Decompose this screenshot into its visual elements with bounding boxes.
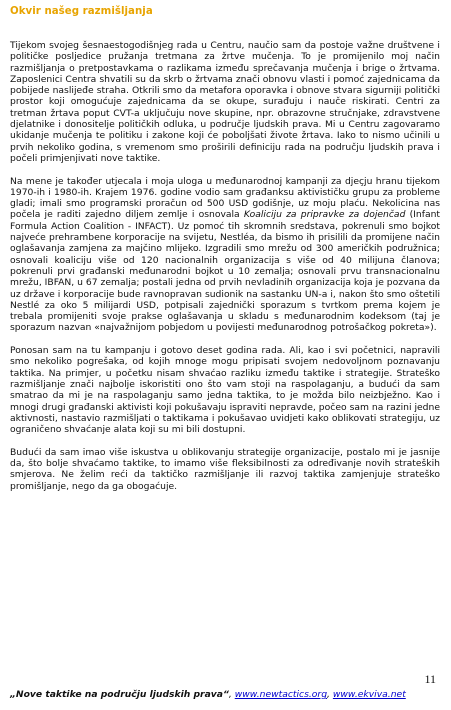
footer-title: „Nove taktike na području ljudskih prava“	[10, 689, 229, 700]
paragraph-2-italic-name: Koaliciju za pripravke za dojenčad	[243, 209, 406, 221]
footer-separator: ,	[327, 689, 333, 700]
page-number: 11	[424, 672, 436, 686]
body-text	[10, 40, 440, 503]
section-heading: Okvir našeg razmišljanja	[10, 6, 153, 17]
paragraph-1-text: Tijekom svojeg šesnaestogodišnjeg rada u Centru, naučio sam da postoje važne društvene i političke posljedice pružanja tretmana za žrtve mučenja. To je promijenilo moj način razmišljanja o pretpostavkama o razlikama između sprečavanja mučenja i brige o žrtvama. Zaposlenici Centra shvatili su da skrb o žrtvama znači obnovu vlasti i pomoć zajednicama da pobijede naslijeđe straha. Otkrili smo da metafora oporavka i obnove stvara sigurniji politički prostor koji omogućuje zajednicama da se okupe, surađuju i nauče riskirati. Centri za tretman žrtava poput CVT-a uključuju nove skupine, npr. obrazovne stručnjake, zdravstvene djelatnike i donositelje političkih odluka, u područje ljudskih prava. Mi u Centru zagovaramo ukidanje mučenja te politiku i zakone koji će poboljšati živote žrtava. Iako to nismo učinili u prvih nekoliko godina, s vremenom smo proširili definiciju rada na području ljudskih prava i počeli primjenjivati nove taktike.	[10, 40, 440, 164]
paragraph-2-text-start: Na mene je također utjecala i moja uloga u međunarodnoj kampanji za djeçju hranu tijekom 1970-ih i 1980-ih. Krajem 1976. godine vodio sam građanksu aktivističku grupu za probleme gladi; imali smo programski proračun od 500 USD godišnje, uz moju plaću. Nekolicina nas počela je raditi zajedno diljem zemlje i osnovala	[10, 175, 440, 221]
footer	[10, 689, 442, 700]
footer-link-ekviva[interactable]: www.ekviva.net	[332, 689, 406, 700]
paragraph-4-text: Budući da sam imao više iskustva u oblikovanju strategije organizacije, postalo mi je jasnije da, što bolje shvaćamo taktike, to imamo više fleksibilnosti za određivanje novih strateških smjerova. Ne želim reći da taktičko razmišljanje ili razvoj taktika zamjenjuje strateško promišljanje, nego da ga obogaćuje.	[10, 446, 440, 492]
paragraph-2	[10, 176, 440, 334]
footer-link-newtactics[interactable]: www.newtactics.org	[234, 689, 328, 700]
footer-separator: ,	[228, 689, 235, 700]
paragraph-1	[10, 40, 440, 164]
paragraph-2-text-end: (Infant Formula Action Coalition - INFACT). Uz pomoć tih skromnih sredstava, pokrenuli smo bojkot najveće prehrambene korporacije na svijetu, Nestléa, da bismo ih prisilili da promijene način oglašavanja zamjena za majčino mlijeko. Izgradili smo mrežu od 300 američkih podružnica; osnovali koaliciju više od 120 nacionalnih organizacija s više od 40 milijuna članova; pokrenuli prvi građanski međunarodni bojkot u 10 zemalja; osnovali prvu transnacionalnu mrežu, IBFAN, u 67 zemalja; postali jedna od prvih nevladinih organizacija koja je pozvana da uz države i korporacije bude ravnopravan sudionik na sastanku UN-a i, nakon što smo oštetili Nestlé za oko 5 milijardi USD, potpisali zajednički sporazum s tvrtkom prema kojem je trebala promijeniti svoje prakse oglašavanja u skladu s međunarodnim kodeksom (taj je sporazum nazvan «najvažnijom pobjedom u povijesti međunarodnog potrošačkog pokreta»).	[10, 209, 441, 334]
paragraph-3-text: Ponosan sam na tu kampanju i gotovo deset godina rada. Ali, kao i svi početnici, napravili smo nekoliko pogrešaka, od kojih mnoge mogu pripisati svojem nedovoljnom poznavanju taktika. Na primjer, u početku nisam shvaćao razliku između taktike i strategije. Strateško razmišljanje znači najbolje iskoristiti ono što vam stoji na raspolaganju, a budući da sam smatrao da mi je na raspolaganju samo jedna taktika, to je možda bilo neizbježno. Kao i mnogi drugi građanski aktivisti koji pokušavaju ispraviti nepravde, počeo sam na razini jedne aktivnosti, nastavio razmišljati o taktikama i pokušavao uvidjeti kako oblikovati strategiju, uz ograničeno shvaćanje alata koji su mi bili dostupni.	[10, 345, 440, 436]
paragraph-4	[10, 447, 440, 492]
paragraph-3	[10, 345, 440, 435]
